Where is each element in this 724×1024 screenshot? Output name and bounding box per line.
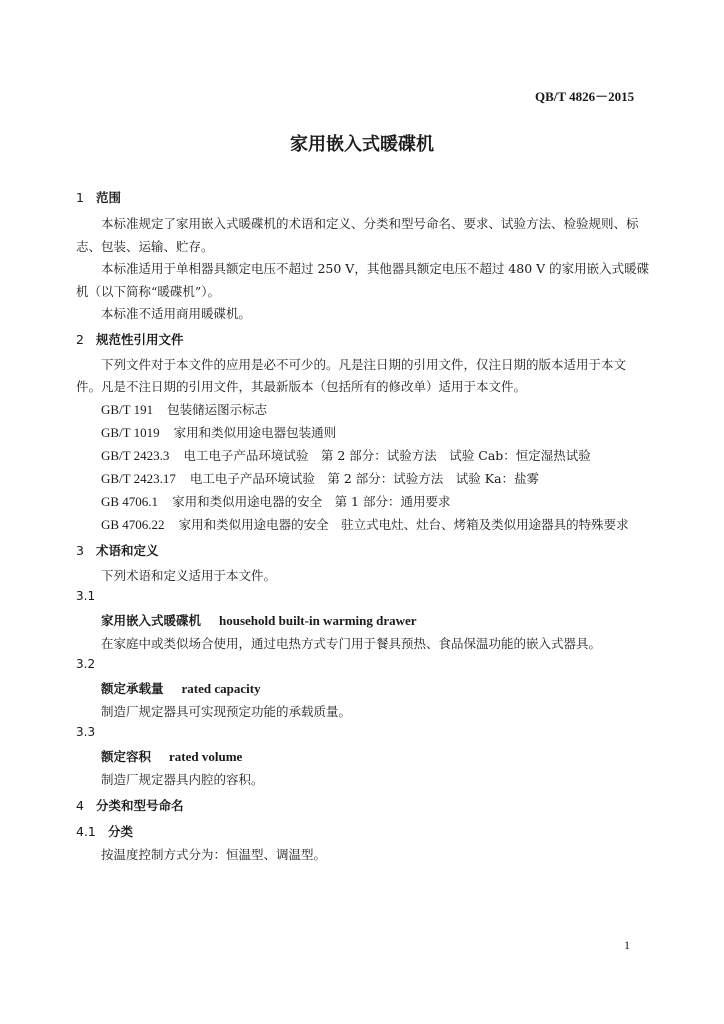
reference-title: 家用和类似用途电器的安全 第 1 部分：通用要求 xyxy=(172,494,451,509)
reference-code: GB 4706.1 xyxy=(101,494,159,509)
reference-title: 电工电子产品环境试验 第 2 部分：试验方法 试验 Cab：恒定湿热试验 xyxy=(183,448,591,463)
reference-item xyxy=(101,492,450,510)
term-zh: 额定承载量 xyxy=(101,681,164,696)
reference-title: 家用和类似用途电器包装通则 xyxy=(173,425,337,440)
term-definition: 制造厂规定器具可实现预定功能的承载质量。 xyxy=(101,704,352,719)
reference-code: GB/T 1019 xyxy=(101,425,160,440)
paragraph-line: 件。凡是不注日期的引用文件，其最新版本（包括所有的修改单）适用于本文件。 xyxy=(76,379,527,394)
paragraph-line: 机（以下简称“暖碟机”）。 xyxy=(76,284,221,299)
reference-code: GB/T 2423.3 xyxy=(101,448,170,463)
term-heading xyxy=(101,747,242,765)
section-title: 分类和型号命名 xyxy=(96,798,184,813)
reference-code: GB 4706.22 xyxy=(101,517,165,532)
section-number: 1 xyxy=(76,190,84,205)
document-title: 家用嵌入式暖碟机 xyxy=(290,134,434,155)
paragraph-line: 本标准不适用商用暖碟机。 xyxy=(101,306,252,321)
term-heading xyxy=(101,679,261,697)
term-number: 3.2 xyxy=(76,657,96,671)
section-1-heading xyxy=(76,188,121,206)
paragraph-line: 本标准规定了家用嵌入式暖碟机的术语和定义、分类和型号命名、要求、试验方法、检验规则、标 xyxy=(101,216,639,231)
standard-code: QB/T 4826－2015 xyxy=(535,89,635,104)
term-en: household built-in warming drawer xyxy=(219,613,417,628)
subsection-number: 4.1 xyxy=(76,824,96,839)
section-number: 2 xyxy=(76,332,84,347)
reference-item xyxy=(101,469,539,487)
reference-title: 电工电子产品环境试验 第 2 部分：试验方法 试验 Ka：盐雾 xyxy=(189,471,540,486)
reference-item xyxy=(101,423,336,441)
reference-item xyxy=(101,515,629,533)
reference-title: 家用和类似用途电器的安全 驻立式电灶、灶台、烤箱及类似用途器具的特殊要求 xyxy=(178,517,629,532)
paragraph-line: 按温度控制方式分为：恒温型、调温型。 xyxy=(101,847,327,862)
section-title: 范围 xyxy=(96,190,122,205)
section-3-heading xyxy=(76,541,159,559)
reference-title: 包装储运图示标志 xyxy=(167,402,268,417)
paragraph-line: 下列文件对于本文件的应用是必不可少的。凡是注日期的引用文件，仅注日期的版本适用于本文 xyxy=(101,357,627,372)
term-definition: 在家庭中或类似场合使用，通过电热方式专门用于餐具预热、食品保温功能的嵌入式器具。 xyxy=(101,636,602,651)
term-number: 3.1 xyxy=(76,589,96,603)
section-title: 术语和定义 xyxy=(96,543,159,558)
section-number: 4 xyxy=(76,798,84,813)
reference-item xyxy=(101,446,591,464)
section-number: 3 xyxy=(76,543,84,558)
paragraph-line: 志、包装、运输、贮存。 xyxy=(76,239,214,254)
section-2-heading xyxy=(76,330,184,348)
reference-code: GB/T 191 xyxy=(101,402,154,417)
section-title: 规范性引用文件 xyxy=(96,332,184,347)
term-en: rated volume xyxy=(169,749,243,764)
reference-item xyxy=(101,400,267,418)
section-4-heading xyxy=(76,796,184,814)
reference-code: GB/T 2423.17 xyxy=(101,471,176,486)
term-zh: 额定容积 xyxy=(101,749,152,764)
paragraph-line: 下列术语和定义适用于本文件。 xyxy=(101,568,277,583)
term-en: rated capacity xyxy=(181,681,261,696)
term-heading xyxy=(101,611,417,629)
term-zh: 家用嵌入式暖碟机 xyxy=(101,613,202,628)
term-number: 3.3 xyxy=(76,725,96,739)
paragraph-line: 本标准适用于单相器具额定电压不超过 250 V，其他器具额定电压不超过 480 V 的家用嵌入式暖碟 xyxy=(101,261,650,276)
term-definition: 制造厂规定器具内腔的容积。 xyxy=(101,772,264,787)
page-number: 1 xyxy=(624,938,630,952)
subsection-title: 分类 xyxy=(108,824,134,839)
subsection-4-1-heading xyxy=(76,822,133,840)
